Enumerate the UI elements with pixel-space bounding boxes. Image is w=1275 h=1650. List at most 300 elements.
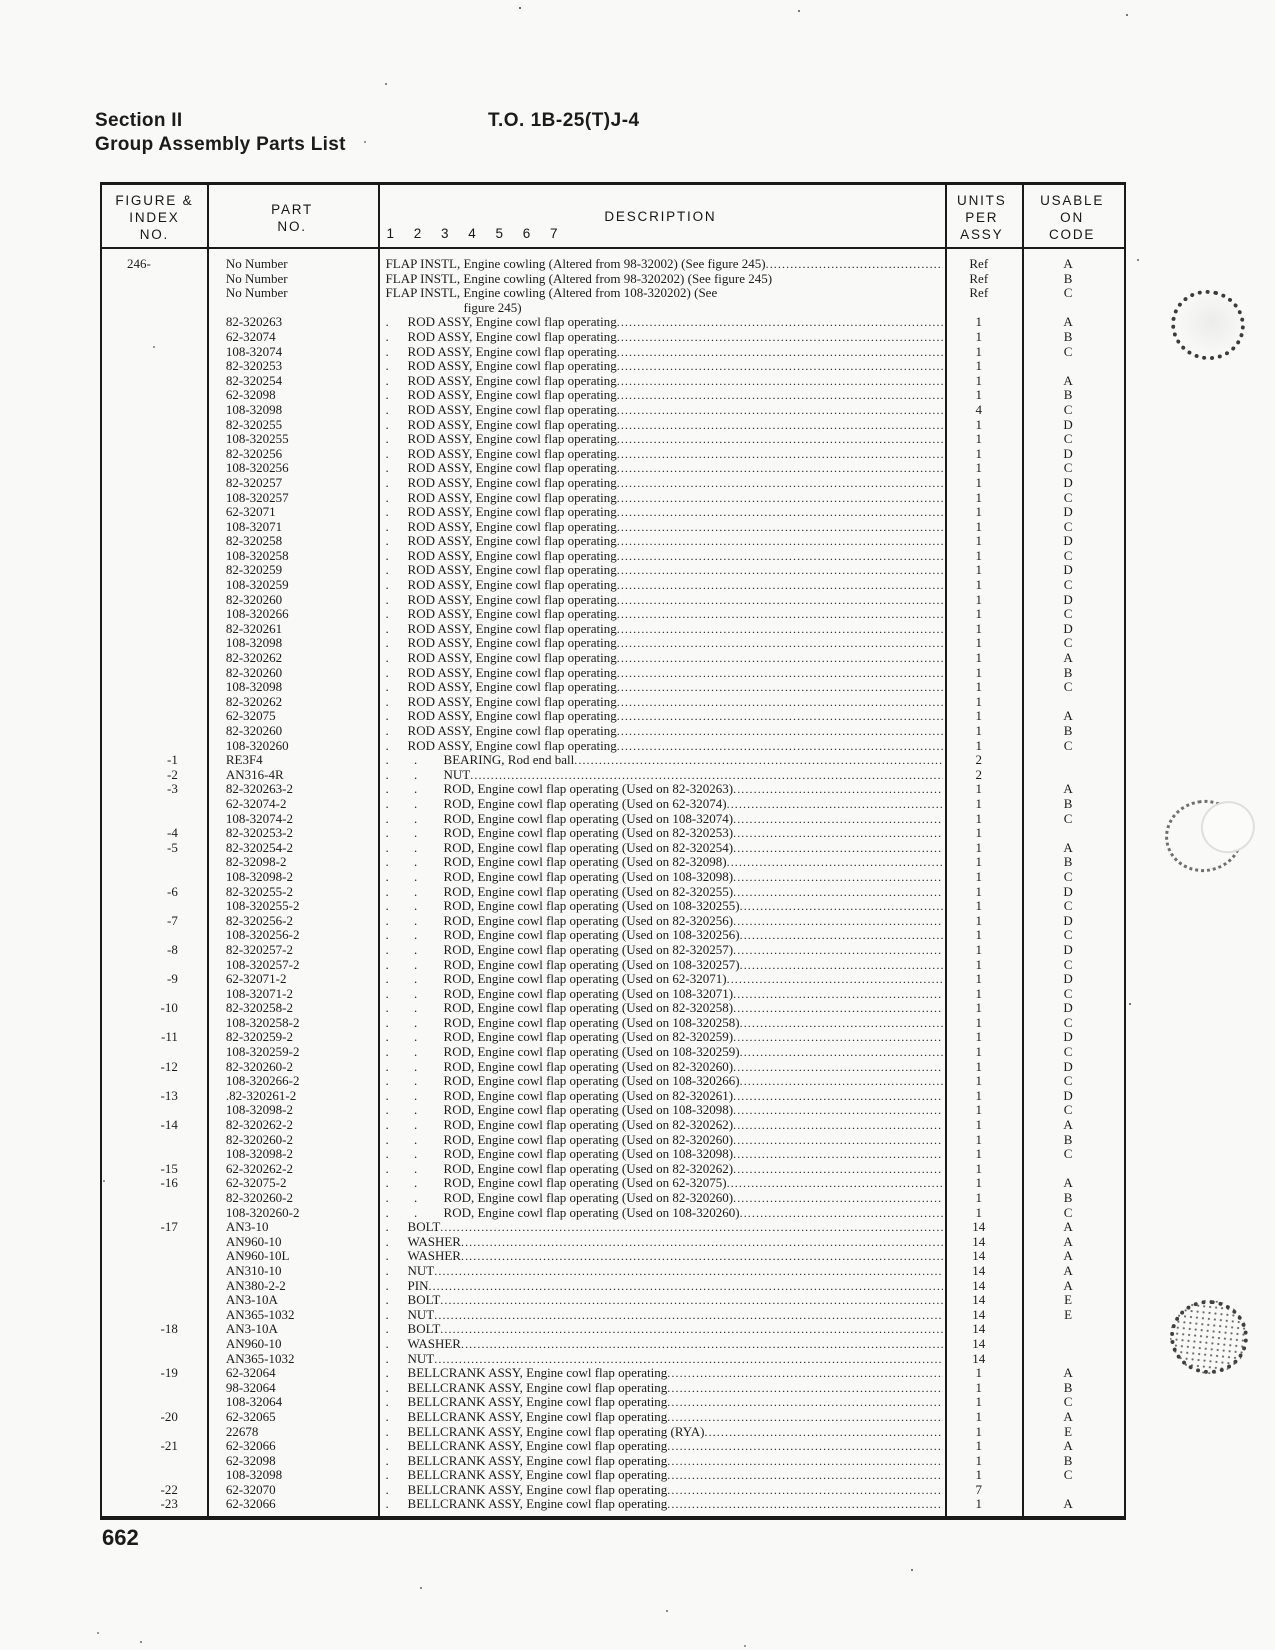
figure-index-cell: -3 bbox=[167, 782, 178, 797]
description-text: ROD, Engine cowl flap operating (Used on 108-320260) bbox=[443, 1205, 740, 1220]
part-no-cell: 82-32098-2 bbox=[225, 855, 287, 870]
description-cell bbox=[378, 797, 944, 812]
description-cell bbox=[378, 505, 944, 520]
units-cell: 1 bbox=[975, 855, 983, 870]
description-cell bbox=[378, 1279, 944, 1294]
table-row bbox=[102, 1220, 1124, 1235]
figure-index-cell bbox=[102, 636, 207, 651]
description-cell bbox=[378, 1264, 944, 1279]
description-cell bbox=[378, 1410, 944, 1425]
table-row bbox=[102, 461, 1124, 476]
header-line: INDEX bbox=[129, 210, 180, 225]
description-cell bbox=[378, 257, 944, 272]
indent-dots: . . bbox=[385, 753, 418, 768]
table-row bbox=[102, 782, 1124, 797]
units-cell: 1 bbox=[975, 1176, 983, 1191]
part-no-cell: 98-32064 bbox=[225, 1380, 276, 1395]
units-cell: 14 bbox=[972, 1336, 986, 1351]
indent-dots: . . bbox=[385, 767, 418, 782]
indent-dot: . bbox=[385, 607, 389, 622]
description-text: ROD, Engine cowl flap operating (Used on 82-320261) bbox=[443, 1088, 734, 1103]
code-cell: C bbox=[1063, 899, 1073, 914]
units-cell: 1 bbox=[975, 329, 983, 344]
dot-leader bbox=[667, 1468, 943, 1483]
description-cell bbox=[378, 695, 944, 710]
part-no-cell: 108-32074 bbox=[225, 344, 283, 359]
indent-dots: . . bbox=[385, 840, 418, 855]
indent-dots: . . bbox=[385, 1001, 418, 1016]
units-cell: 1 bbox=[975, 1395, 983, 1410]
punch-hole-artifact bbox=[1166, 1296, 1251, 1378]
part-no-cell: 82-320257-2 bbox=[225, 942, 294, 957]
description-text: ROD, Engine cowl flap operating (Used on 108-320259) bbox=[443, 1045, 740, 1060]
code-cell: C bbox=[1063, 402, 1073, 417]
units-cell: 1 bbox=[975, 578, 983, 593]
code-cell: D bbox=[1063, 446, 1073, 461]
part-no-cell: 62-32074 bbox=[225, 329, 276, 344]
dot-leader bbox=[733, 1060, 943, 1075]
table-row bbox=[102, 505, 1124, 520]
description-text: BELLCRANK ASSY, Engine cowl flap operating (RYA) bbox=[407, 1424, 705, 1439]
part-no-cell: 82-320262-2 bbox=[225, 1118, 294, 1133]
units-cell: 1 bbox=[975, 1366, 983, 1381]
part-no-cell: 82-320256-2 bbox=[225, 913, 294, 928]
figure-index-cell: -23 bbox=[160, 1497, 178, 1512]
table-row bbox=[102, 359, 1124, 374]
table-row bbox=[102, 374, 1124, 389]
figure-index-cell bbox=[102, 403, 207, 418]
code-cell: E bbox=[1064, 1293, 1073, 1308]
description-text: ROD, Engine cowl flap operating (Used on 82-320257) bbox=[443, 942, 734, 957]
part-no-cell: 62-320262-2 bbox=[225, 1161, 294, 1176]
figure-index-cell: -17 bbox=[160, 1220, 178, 1235]
part-no-cell: 108-320266 bbox=[225, 607, 289, 622]
dot-leader bbox=[617, 534, 944, 549]
code-cell bbox=[1020, 695, 1124, 710]
dot-leader bbox=[617, 374, 944, 389]
description-cell bbox=[378, 958, 944, 973]
indent-dot: . bbox=[385, 475, 389, 490]
description-text: ROD ASSY, Engine cowl flap operating bbox=[407, 607, 617, 622]
units-cell: 14 bbox=[972, 1278, 986, 1293]
description-text: ROD ASSY, Engine cowl flap operating bbox=[407, 432, 617, 447]
code-cell: D bbox=[1063, 563, 1073, 578]
dot-leader bbox=[740, 1074, 944, 1089]
description-cell bbox=[378, 1439, 944, 1454]
table-row bbox=[102, 593, 1124, 608]
column-divider bbox=[945, 185, 947, 1516]
code-cell: A bbox=[1063, 1263, 1073, 1278]
dot-leader bbox=[667, 1483, 943, 1498]
figure-index-cell bbox=[102, 578, 207, 593]
paper-hole-highlight bbox=[1197, 797, 1258, 857]
description-text: ROD, Engine cowl flap operating (Used on 82-320260) bbox=[443, 1132, 734, 1147]
code-cell: C bbox=[1063, 519, 1073, 534]
description-cell bbox=[378, 1074, 944, 1089]
part-no-cell: AN3-10A bbox=[225, 1293, 278, 1308]
dot-leader bbox=[733, 885, 943, 900]
table-row bbox=[102, 972, 1124, 987]
table-row bbox=[102, 1395, 1124, 1410]
part-no-cell: AN310-10 bbox=[225, 1263, 282, 1278]
description-cell bbox=[378, 914, 944, 929]
description-cell bbox=[378, 928, 944, 943]
table-row bbox=[102, 345, 1124, 360]
figure-index-cell bbox=[102, 855, 207, 870]
description-text: ROD, Engine cowl flap operating (Used on 62-32071) bbox=[443, 972, 727, 987]
figure-index-cell bbox=[102, 987, 207, 1002]
description-cell bbox=[378, 272, 944, 287]
table-row bbox=[102, 520, 1124, 535]
indent-dots: . . bbox=[385, 855, 418, 870]
code-cell bbox=[1020, 1352, 1124, 1367]
figure-index-cell bbox=[102, 563, 207, 578]
units-cell: 1 bbox=[975, 607, 983, 622]
part-no-cell: 82-320259-2 bbox=[225, 1030, 294, 1045]
table-row bbox=[102, 739, 1124, 754]
indent-dots: . . bbox=[385, 1015, 418, 1030]
code-cell: C bbox=[1063, 1045, 1073, 1060]
code-cell: A bbox=[1063, 1366, 1073, 1381]
table-row bbox=[102, 885, 1124, 900]
table-row bbox=[102, 899, 1124, 914]
description-cell bbox=[378, 636, 944, 651]
description-cell bbox=[378, 622, 944, 637]
table-row bbox=[102, 1089, 1124, 1104]
table-row bbox=[102, 1045, 1124, 1060]
indent-dot: . bbox=[385, 1409, 389, 1424]
table-row bbox=[102, 958, 1124, 973]
figure-index-cell bbox=[102, 1454, 207, 1469]
part-no-cell: 108-320258-2 bbox=[225, 1015, 300, 1030]
description-text: ROD, Engine cowl flap operating (Used on 108-32071) bbox=[443, 986, 734, 1001]
dot-leader bbox=[727, 1176, 944, 1191]
units-cell: 1 bbox=[975, 1191, 983, 1205]
table-row bbox=[102, 680, 1124, 695]
units-cell: 14 bbox=[972, 1249, 986, 1264]
code-cell: C bbox=[1063, 1468, 1073, 1483]
description-cell bbox=[378, 1381, 944, 1396]
figure-index-cell: -22 bbox=[160, 1482, 178, 1497]
dot-leader bbox=[667, 1395, 943, 1410]
units-cell: 1 bbox=[975, 1001, 983, 1016]
table-row bbox=[102, 622, 1124, 637]
part-no-cell: 108-32098-2 bbox=[225, 1147, 294, 1162]
code-cell: B bbox=[1063, 1380, 1073, 1395]
figure-index-cell bbox=[102, 1425, 207, 1440]
description-text: ROD, Engine cowl flap operating (Used on 82-320262) bbox=[443, 1118, 734, 1133]
units-cell: 1 bbox=[975, 1205, 983, 1220]
code-cell: C bbox=[1063, 811, 1073, 826]
part-no-cell: AN960-10 bbox=[225, 1234, 282, 1249]
units-cell: 1 bbox=[975, 490, 983, 505]
units-cell: 14 bbox=[972, 1234, 986, 1249]
description-text: WASHER bbox=[407, 1249, 461, 1264]
units-cell: Ref bbox=[969, 286, 989, 301]
part-no-cell: 82-320262 bbox=[225, 651, 283, 666]
indent-dots: . . bbox=[385, 913, 418, 928]
table-row bbox=[102, 549, 1124, 564]
indent-dots: . . bbox=[385, 1176, 418, 1191]
description-text: ROD, Engine cowl flap operating (Used on 108-320258) bbox=[443, 1015, 740, 1030]
description-text: ROD ASSY, Engine cowl flap operating bbox=[407, 680, 617, 695]
table-row bbox=[102, 286, 1124, 301]
code-cell bbox=[1020, 753, 1124, 768]
description-cell bbox=[378, 739, 944, 754]
code-cell: C bbox=[1063, 1395, 1073, 1410]
description-cell bbox=[378, 447, 944, 462]
units-cell: 14 bbox=[972, 1263, 986, 1278]
table-row bbox=[102, 257, 1124, 272]
header-line: PER bbox=[965, 210, 999, 225]
dot-leader bbox=[667, 1366, 943, 1381]
code-cell: D bbox=[1063, 884, 1073, 899]
indent-dot: . bbox=[385, 665, 389, 680]
table-row bbox=[102, 432, 1124, 447]
figure-index-cell bbox=[102, 432, 207, 447]
figure-index-cell: -18 bbox=[160, 1322, 178, 1337]
part-no-cell: 62-32066 bbox=[225, 1439, 276, 1454]
table-row bbox=[102, 388, 1124, 403]
description-text: ROD ASSY, Engine cowl flap operating bbox=[407, 592, 617, 607]
figure-index-cell bbox=[102, 928, 207, 943]
dot-leader bbox=[617, 345, 944, 360]
part-no-cell: .82-320261-2 bbox=[225, 1088, 297, 1103]
description-cell bbox=[378, 1220, 944, 1235]
table-row bbox=[102, 1176, 1124, 1191]
description-cell bbox=[378, 476, 944, 491]
indent-dot: . bbox=[385, 1351, 389, 1366]
table-row bbox=[102, 797, 1124, 812]
units-cell: 1 bbox=[975, 1074, 983, 1089]
indent-dots: . . bbox=[385, 957, 418, 972]
figure-index-cell bbox=[102, 1074, 207, 1089]
dot-leader bbox=[440, 1293, 943, 1308]
indent-dot: . bbox=[385, 329, 389, 344]
code-cell: B bbox=[1063, 1191, 1073, 1205]
code-cell: A bbox=[1063, 1176, 1073, 1191]
code-cell: C bbox=[1063, 636, 1073, 651]
part-no-cell: 62-32075-2 bbox=[225, 1176, 287, 1191]
description-text: BELLCRANK ASSY, Engine cowl flap operating bbox=[407, 1395, 668, 1410]
figure-index-cell bbox=[102, 1337, 207, 1352]
part-no-cell: 108-320257-2 bbox=[225, 957, 300, 972]
description-cell bbox=[378, 330, 944, 345]
dot-leader bbox=[617, 636, 944, 651]
description-cell bbox=[378, 870, 944, 885]
table-row bbox=[102, 1352, 1124, 1367]
description-cell bbox=[378, 578, 944, 593]
figure-index-cell bbox=[102, 724, 207, 739]
description-text: ROD, Engine cowl flap operating (Used on 82-320263) bbox=[443, 782, 734, 797]
description-text: ROD ASSY, Engine cowl flap operating bbox=[407, 694, 617, 709]
description-text: ROD ASSY, Engine cowl flap operating bbox=[407, 359, 617, 374]
table-row bbox=[102, 301, 1124, 316]
indent-dots: . . bbox=[385, 1147, 418, 1162]
description-text: figure 245) bbox=[463, 300, 522, 315]
description-cell bbox=[378, 651, 944, 666]
scan-noise-specks bbox=[0, 0, 2, 2]
part-no-cell: 62-32075 bbox=[225, 709, 276, 724]
table-row bbox=[102, 1293, 1124, 1308]
indent-dot: . bbox=[385, 1336, 389, 1351]
description-cell bbox=[378, 812, 944, 827]
units-cell: 1 bbox=[975, 972, 983, 987]
code-cell: A bbox=[1063, 1234, 1073, 1249]
units-cell: 1 bbox=[975, 315, 983, 330]
figure-index-cell bbox=[102, 593, 207, 608]
figure-index-cell: -19 bbox=[160, 1366, 178, 1381]
description-text: ROD ASSY, Engine cowl flap operating bbox=[407, 563, 617, 578]
table-row bbox=[102, 651, 1124, 666]
code-cell: C bbox=[1063, 432, 1073, 447]
figure-index-cell bbox=[102, 695, 207, 710]
description-cell bbox=[378, 520, 944, 535]
indent-dot: . bbox=[385, 1380, 389, 1395]
table-row bbox=[102, 1454, 1124, 1469]
description-cell bbox=[378, 666, 944, 681]
units-cell: 14 bbox=[972, 1307, 986, 1322]
dot-leader bbox=[667, 1454, 943, 1469]
part-no-cell: No Number bbox=[225, 271, 288, 286]
units-cell: 1 bbox=[975, 417, 983, 432]
description-cell bbox=[378, 1176, 944, 1191]
code-cell: C bbox=[1063, 928, 1073, 943]
code-cell: C bbox=[1063, 1015, 1073, 1030]
units-cell: 1 bbox=[975, 651, 983, 666]
description-cell bbox=[378, 753, 944, 768]
table-row bbox=[102, 491, 1124, 506]
table-row bbox=[102, 1103, 1124, 1118]
table-row bbox=[102, 1162, 1124, 1177]
description-cell bbox=[377, 301, 943, 316]
description-text: ROD ASSY, Engine cowl flap operating bbox=[407, 475, 617, 490]
dot-leader bbox=[428, 1279, 943, 1294]
indent-dot: . bbox=[385, 1263, 389, 1278]
dot-leader bbox=[766, 257, 944, 272]
code-cell bbox=[1020, 1322, 1124, 1337]
code-cell bbox=[1020, 359, 1124, 374]
table-row bbox=[102, 1206, 1124, 1221]
figure-index-cell bbox=[102, 491, 207, 506]
table-row bbox=[102, 666, 1124, 681]
code-cell: C bbox=[1063, 1074, 1073, 1089]
table-row bbox=[102, 447, 1124, 462]
description-text: ROD ASSY, Engine cowl flap operating bbox=[407, 709, 617, 724]
description-cell bbox=[378, 491, 944, 506]
part-no-cell: 82-320257 bbox=[225, 475, 283, 490]
description-text: ROD ASSY, Engine cowl flap operating bbox=[407, 724, 617, 738]
indent-dots: . . bbox=[385, 869, 418, 884]
section-subtitle: Group Assembly Parts List bbox=[95, 134, 346, 155]
description-text: ROD ASSY, Engine cowl flap operating bbox=[407, 329, 617, 344]
part-no-cell: 62-32098 bbox=[225, 1453, 276, 1468]
figure-index-cell: -13 bbox=[160, 1088, 178, 1103]
code-cell: D bbox=[1063, 942, 1073, 957]
indent-dots: . . bbox=[385, 884, 418, 899]
indent-dot: . bbox=[385, 709, 389, 724]
dot-leader bbox=[617, 709, 944, 724]
figure-index-cell bbox=[102, 739, 207, 754]
description-text: BELLCRANK ASSY, Engine cowl flap operating bbox=[407, 1409, 668, 1424]
dot-leader bbox=[617, 666, 944, 681]
table-row bbox=[102, 943, 1124, 958]
figure-index-cell: -11 bbox=[160, 1030, 178, 1045]
dot-leader bbox=[727, 972, 944, 987]
code-cell bbox=[1020, 1337, 1124, 1352]
units-cell: 1 bbox=[975, 826, 983, 841]
description-text: ROD ASSY, Engine cowl flap operating bbox=[407, 636, 617, 651]
header-usable-on-code bbox=[1020, 185, 1124, 247]
description-text: ROD, Engine cowl flap operating (Used on 62-32075) bbox=[443, 1176, 727, 1191]
units-cell: 1 bbox=[975, 986, 983, 1001]
code-cell: A bbox=[1063, 1278, 1073, 1293]
table-row bbox=[102, 1322, 1124, 1337]
table-row bbox=[102, 1337, 1124, 1352]
table-row bbox=[102, 724, 1124, 739]
description-text: ROD, Engine cowl flap operating (Used on 82-32098) bbox=[443, 855, 727, 870]
dot-leader bbox=[434, 1352, 943, 1367]
dot-leader bbox=[733, 1162, 943, 1177]
figure-index-cell bbox=[102, 534, 207, 549]
figure-index-cell bbox=[102, 1133, 207, 1148]
dot-leader bbox=[733, 1147, 943, 1162]
description-cell bbox=[378, 1483, 944, 1498]
description-cell bbox=[378, 461, 944, 476]
indent-dots: . . bbox=[385, 972, 418, 987]
units-cell: 1 bbox=[975, 928, 983, 943]
part-no-cell: 82-320263-2 bbox=[225, 782, 294, 797]
units-cell: 14 bbox=[972, 1351, 986, 1366]
table-row bbox=[102, 476, 1124, 491]
table-row bbox=[102, 1439, 1124, 1454]
units-cell: 1 bbox=[975, 548, 983, 563]
header-line: CODE bbox=[1048, 227, 1096, 242]
units-cell: 2 bbox=[975, 753, 983, 768]
indent-dot: . bbox=[385, 621, 389, 636]
dot-leader bbox=[733, 841, 943, 856]
description-text: ROD ASSY, Engine cowl flap operating bbox=[407, 519, 617, 534]
indent-dot: . bbox=[385, 1468, 389, 1483]
description-cell bbox=[378, 724, 944, 739]
indent-dot: . bbox=[385, 563, 389, 578]
description-cell bbox=[378, 1235, 944, 1250]
description-text: BOLT bbox=[407, 1322, 441, 1337]
header-line: ASSY bbox=[960, 227, 1004, 242]
units-cell: 1 bbox=[975, 1030, 983, 1045]
table-row bbox=[102, 1366, 1124, 1381]
code-cell: D bbox=[1063, 417, 1073, 432]
indent-dot: . bbox=[385, 548, 389, 563]
description-text: ROD ASSY, Engine cowl flap operating bbox=[407, 505, 617, 520]
indent-dot: . bbox=[385, 1453, 389, 1468]
dot-leader bbox=[440, 1322, 943, 1337]
dot-leader bbox=[617, 695, 944, 710]
description-cell bbox=[378, 1045, 944, 1060]
figure-index-cell bbox=[102, 666, 207, 681]
units-cell: 1 bbox=[975, 636, 983, 651]
dot-leader bbox=[617, 563, 944, 578]
dot-leader bbox=[667, 1381, 943, 1396]
dot-leader bbox=[440, 1220, 943, 1235]
description-cell bbox=[378, 388, 944, 403]
units-cell: 1 bbox=[975, 738, 983, 753]
code-cell: C bbox=[1063, 738, 1073, 753]
part-no-cell: 108-32071 bbox=[225, 519, 283, 534]
indent-dot: . bbox=[385, 1293, 389, 1308]
description-text: ROD, Engine cowl flap operating (Used on 82-320253) bbox=[443, 826, 734, 841]
code-cell: D bbox=[1063, 1001, 1073, 1016]
